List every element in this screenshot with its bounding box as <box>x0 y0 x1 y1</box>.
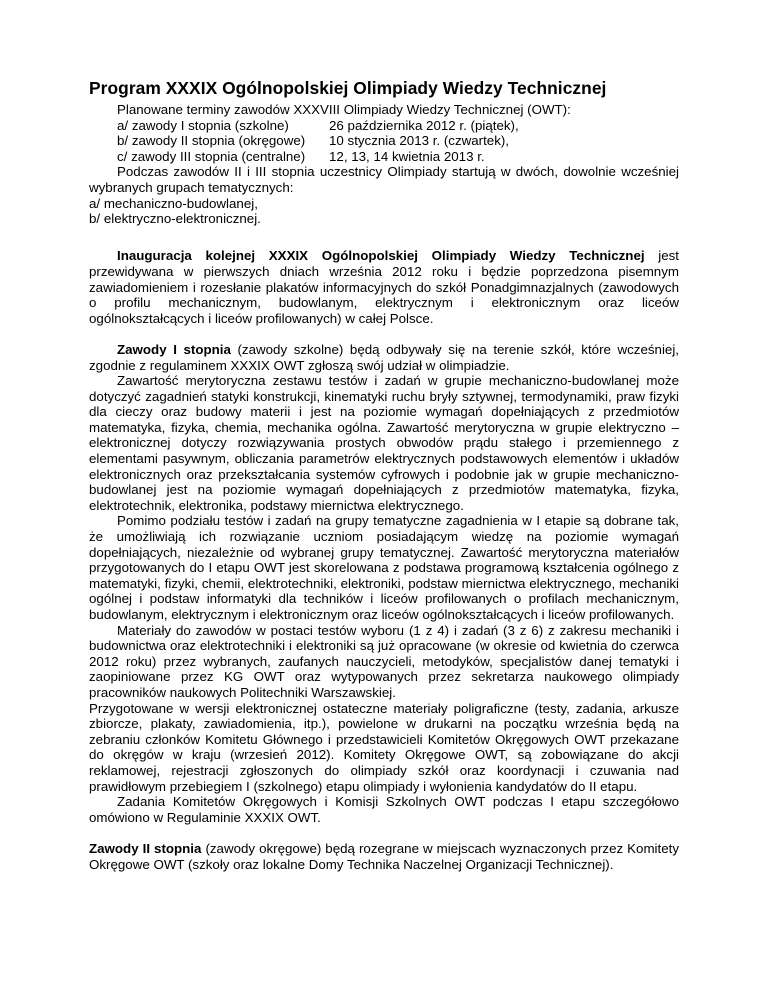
stage1-materials-paragraph: Materiały do zawodów w postaci testów wyboru (1 z 4) i zadań (3 z 6) z zakresu mechaniki i budownictwa oraz elektrotechniki i elektroniki są już opracowane (w okresie od kwietnia do czerwca 2012 roku) przez wybranych, zaufanych nauczycieli, metodyków, specjalistów danej tematyki i zaopiniowane przez KG OWT oraz wytypowanych przez sekretarza naukowego olimpiady pracowników naukowych Politechniki Warszawskiej. <box>89 622 679 700</box>
schedule-intro: Planowane terminy zawodów XXXVIII Olimpiady Wiedzy Technicznej (OWT): <box>117 102 571 117</box>
schedule-label: a/ zawody I stopnia (szkolne) <box>117 117 289 133</box>
inauguration-heading: Inauguracja kolejnej XXXIX Ogólnopolskiej Olimpiady Wiedzy Technicznej <box>117 248 645 264</box>
schedule-row-1 <box>89 118 679 134</box>
stage2-text: (zawody okręgowe) będą rozegrane w miejscach wyznaczonych przez Komitety Okręgowe OWT (szkoły oraz lokalne Domy Technika Naczelnej Organizacji Technicznej). <box>89 840 680 872</box>
group-item: a/ mechaniczno-budowlanej, <box>89 195 258 211</box>
stage2-paragraph <box>89 841 679 872</box>
stage1-tasks-paragraph: Zadania Komitetów Okręgowych i Komisji Szkolnych OWT podczas I etapu szczegółowo omówiono w Regulaminie XXXIX OWT. <box>89 794 679 825</box>
stage1-text: (zawody szkolne) będą odbywały się na terenie szkół, które wcześniej, zgodnie z regulaminem XXXIX OWT zgłoszą swój udział w olimpiadzie. <box>89 341 680 373</box>
schedule-date: 10 stycznia 2013 r. (czwartek), <box>329 133 510 149</box>
groups-intro: Podczas zawodów II i III stopnia uczestnicy Olimpiady startują w dwóch, dowolnie wcześniej wybranych grupach tematycznych: <box>89 164 679 195</box>
inauguration-paragraph <box>89 248 679 326</box>
schedule-label: c/ zawody III stopnia (centralne) <box>117 148 306 164</box>
schedule-row-3 <box>89 149 679 165</box>
schedule-row-2 <box>89 133 679 149</box>
schedule-date: 12, 13, 14 kwietnia 2013 r. <box>329 148 485 164</box>
stage1-division-paragraph: Pomimo podziału testów i zadań na grupy tematyczne zagadnienia w I etapie są dobrane tak, że umożliwiają ich rozwiązanie uczniom posiadającym wiedzę na poziomie wymagań dopełniających, niezależnie od wybranej grupy tematycznej. Zawartość merytoryczna materiałów przygotowanych do I etapu OWT jest skorelowana z podstawa programową kształcenia ogólnego z matematyki, fizyki, chemii, elektrotechniki, elektroniki, podstaw miernictwa elektrycznego, mechaniki ogólnej i podstaw informatyki dla techników i liceów profilowanych o profilach mechanicznym, budowlanym, elektrycznym i elektronicznym oraz liceów ogólnokształcących i liceów profilowanych. <box>89 513 679 622</box>
stage2-heading: Zawody II stopnia <box>89 840 202 856</box>
stage1-print-paragraph: Przygotowane w wersji elektronicznej ostateczne materiały poligraficzne (testy, zadania, arkusze zbiorcze, plakaty, zawiadomienia, itp.), powielone w drukarni na początku września będą na zebraniu członków Komitetu Głównego i przedstawicieli Komitetów Okręgowych OWT przekazane do okręgów w kraju (wrzesień 2012). Komitety Okręgowe OWT, są zobowiązane do akcji reklamowej, rejestracji zgłoszonych do olimpiady szkół oraz koordynacji i czuwania nad prawidłowym przebiegiem I (szkolnego) etapu olimpiady i wyłonienia kandydatów do II etapu. <box>89 700 679 794</box>
schedule-label: b/ zawody II stopnia (okręgowe) <box>117 133 306 149</box>
stage1-heading: Zawody I stopnia <box>117 341 231 357</box>
group-item: b/ elektryczno-elektronicznej. <box>89 211 261 227</box>
document-page <box>89 78 679 872</box>
inauguration-text: jest przewidywana w pierwszych dniach września 2012 roku i będzie poprzedzona pisemnym zawiadomieniem i rozesłanie plakatów informacyjnych do szkół Ponadgimnazjalnych (zawodowych o profilu mechanicznym, budowlanym, elektrycznym i elektronicznym oraz liceów ogólnokształcących i liceów profilowanych) w całej Polsce. <box>89 248 679 326</box>
stage1-paragraph <box>89 342 679 373</box>
stage1-content-paragraph: Zawartość merytoryczna zestawu testów i zadań w grupie mechaniczno-budowlanej może dotyczyć zagadnień statyki konstrukcji, kinematyki ruchu bryły sztywnej, termodynamiki, praw fizyki dla cieczy oraz budowy materii i jest na poziomie wymagań dopełniających z przedmiotów matematyka, fizyka, chemia, mechanika ogólna. Zawartość merytoryczna w grupie elektryczno – elektronicznej dotyczy rozwiązywania prostych obwodów prądu stałego i przemiennego z elementami pasywnym, obliczania parametrów elektrycznych podstawowych elementów i układów elektronicznych oraz przekształcania systemów cyfrowych i podobnie jak w grupie mechaniczno-budowlanej jest na poziomie wymagań dopełniających z przedmiotów matematyka, fizyka, elektrotechnik, elektronika, podstawy miernictwa elektrycznego. <box>89 373 679 513</box>
page-title: Program XXXIX Ogólnopolskiej Olimpiady Wiedzy Technicznej <box>89 78 607 98</box>
schedule-date: 26 października 2012 r. (piątek), <box>329 117 519 133</box>
